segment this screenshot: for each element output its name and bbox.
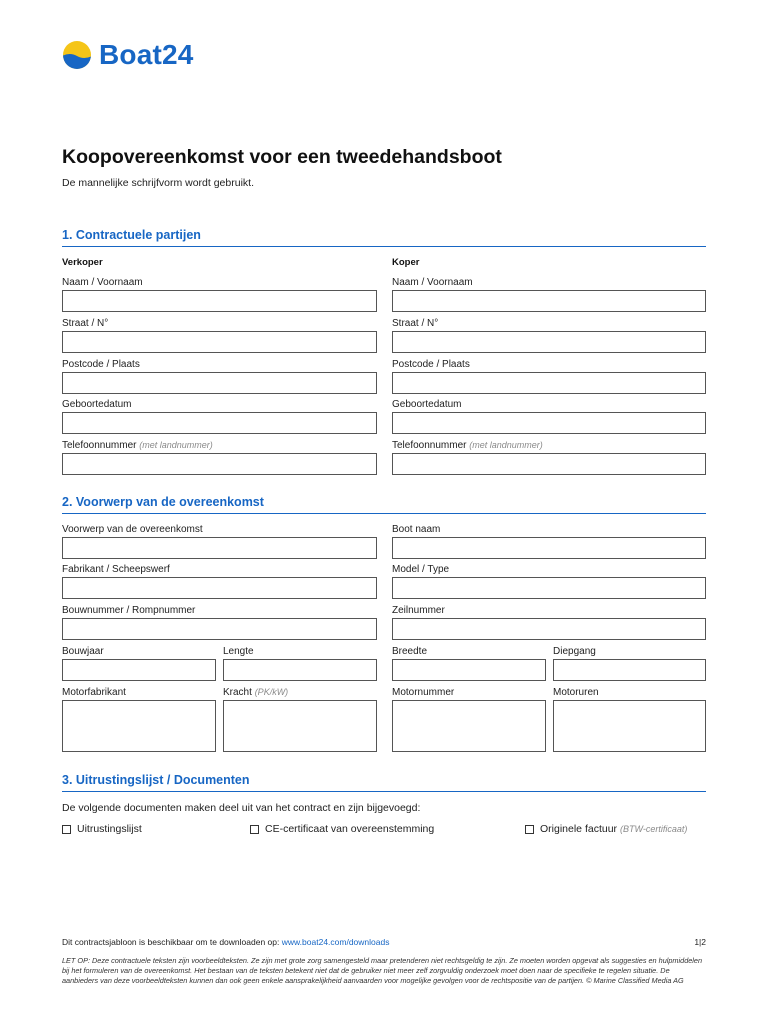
documents-intro: De volgende documenten maken deel uit van het contract en zijn bijgevoegd: xyxy=(62,802,421,814)
seller-birthdate-label: Geboortedatum xyxy=(62,399,132,410)
checkbox-hint: (BTW-certificaat) xyxy=(620,824,688,834)
downloads-link[interactable]: www.boat24.com/downloads xyxy=(281,937,390,947)
section-heading-parties: 1. Contractuele partijen xyxy=(62,228,706,247)
checkbox-box[interactable] xyxy=(62,825,71,834)
brand-name: Boat24 xyxy=(99,39,194,70)
manufacturer-field[interactable] xyxy=(62,577,377,599)
buyer-name-field[interactable] xyxy=(392,290,706,312)
checkbox-equipment-list[interactable] xyxy=(62,823,142,835)
buyer-street-field[interactable] xyxy=(392,331,706,353)
checkbox-box[interactable] xyxy=(525,825,534,834)
buyer-name-label: Naam / Voornaam xyxy=(392,277,473,288)
sail-number-label: Zeilnummer xyxy=(392,605,445,616)
checkbox-label: CE-certificaat van overeenstemming xyxy=(265,823,435,835)
engine-hours-field[interactable] xyxy=(553,700,706,752)
boat24-logo xyxy=(62,40,194,70)
seller-phone-field[interactable] xyxy=(62,453,377,475)
checkbox-label: Uitrustingslijst xyxy=(77,823,142,835)
buyer-heading: Koper xyxy=(392,257,420,268)
checkbox-original-invoice[interactable] xyxy=(525,823,687,835)
year-label: Bouwjaar xyxy=(62,646,104,657)
draft-label: Diepgang xyxy=(553,646,596,657)
section-heading-subject: 2. Voorwerp van de overeenkomst xyxy=(62,495,706,514)
buyer-postcode-field[interactable] xyxy=(392,372,706,394)
buyer-street-label: Straat / N° xyxy=(392,318,439,329)
length-field[interactable] xyxy=(223,659,377,681)
draft-field[interactable] xyxy=(553,659,706,681)
document-title: Koopovereenkomst voor een tweedehandsboot xyxy=(62,146,502,168)
manufacturer-label: Fabrikant / Scheepswerf xyxy=(62,564,170,575)
model-label: Model / Type xyxy=(392,564,450,575)
buyer-birthdate-field[interactable] xyxy=(392,412,706,434)
checkbox-label: Originele factuur xyxy=(540,823,618,835)
seller-postcode-label: Postcode / Plaats xyxy=(62,359,140,370)
seller-name-label: Naam / Voornaam xyxy=(62,277,143,288)
seller-name-field[interactable] xyxy=(62,290,377,312)
boat24-logo-icon xyxy=(62,40,92,70)
sail-number-field[interactable] xyxy=(392,618,706,640)
width-label: Breedte xyxy=(392,646,428,657)
boat-name-label: Boot naam xyxy=(392,524,441,535)
seller-street-field[interactable] xyxy=(62,331,377,353)
seller-street-label: Straat / N° xyxy=(62,318,109,329)
seller-birthdate-field[interactable] xyxy=(62,412,377,434)
footer xyxy=(62,937,706,947)
engine-maker-label: Motorfabrikant xyxy=(62,687,126,698)
section-heading-documents: 3. Uitrustingslijst / Documenten xyxy=(62,773,706,792)
engine-maker-field[interactable] xyxy=(62,700,216,752)
model-field[interactable] xyxy=(392,577,706,599)
disclaimer: LET OP: Deze contractuele teksten zijn voorbeeldteksten. Ze zijn met grote zorg samengesteld maar pretenderen niet rechtsgeldig te zijn. Ze moeten worden opgevat als suggesties en hulpmiddelen bij het formuleren van de overeenkomst. Het bestaan van de teksten betekent niet dat de gebruiker niet meer zelf zorgvuldig onderzoek moet doen naar de specifieke te regelen situatie. De aanbieders van deze voorbeeldteksten kunnen dan ook geen enkele aansprakelijkheid aanvaarden voor mogelijke gevolgen voor de rechtspositie van de partijen. © Marine Classified Media AG xyxy=(62,956,703,985)
buyer-birthdate-label: Geboortedatum xyxy=(392,399,462,410)
buyer-phone-field[interactable] xyxy=(392,453,706,475)
subject-label: Voorwerp van de overeenkomst xyxy=(62,524,203,535)
build-number-label: Bouwnummer / Rompnummer xyxy=(62,605,196,616)
subject-field[interactable] xyxy=(62,537,377,559)
document-subtitle: De mannelijke schrijfvorm wordt gebruikt. xyxy=(62,177,254,189)
width-field[interactable] xyxy=(392,659,546,681)
buyer-phone-label: Telefoonnummer (met landnummer) xyxy=(392,440,543,451)
buyer-postcode-label: Postcode / Plaats xyxy=(392,359,470,370)
engine-number-field[interactable] xyxy=(392,700,546,752)
build-number-field[interactable] xyxy=(62,618,377,640)
power-field[interactable] xyxy=(223,700,377,752)
year-field[interactable] xyxy=(62,659,216,681)
boat-name-field[interactable] xyxy=(392,537,706,559)
power-label: Kracht (PK/kW) xyxy=(223,687,289,698)
engine-hours-label: Motoruren xyxy=(553,687,599,698)
seller-heading: Verkoper xyxy=(62,257,103,268)
checkbox-box[interactable] xyxy=(250,825,259,834)
seller-phone-label: Telefoonnummer (met landnummer) xyxy=(62,440,213,451)
page-number: 1|2 xyxy=(694,937,706,947)
seller-postcode-field[interactable] xyxy=(62,372,377,394)
footer-text: Dit contractsjabloon is beschikbaar om te downloaden op: xyxy=(62,937,280,947)
length-label: Lengte xyxy=(223,646,254,657)
checkbox-ce-certificate[interactable] xyxy=(250,823,434,835)
engine-number-label: Motornummer xyxy=(392,687,455,698)
